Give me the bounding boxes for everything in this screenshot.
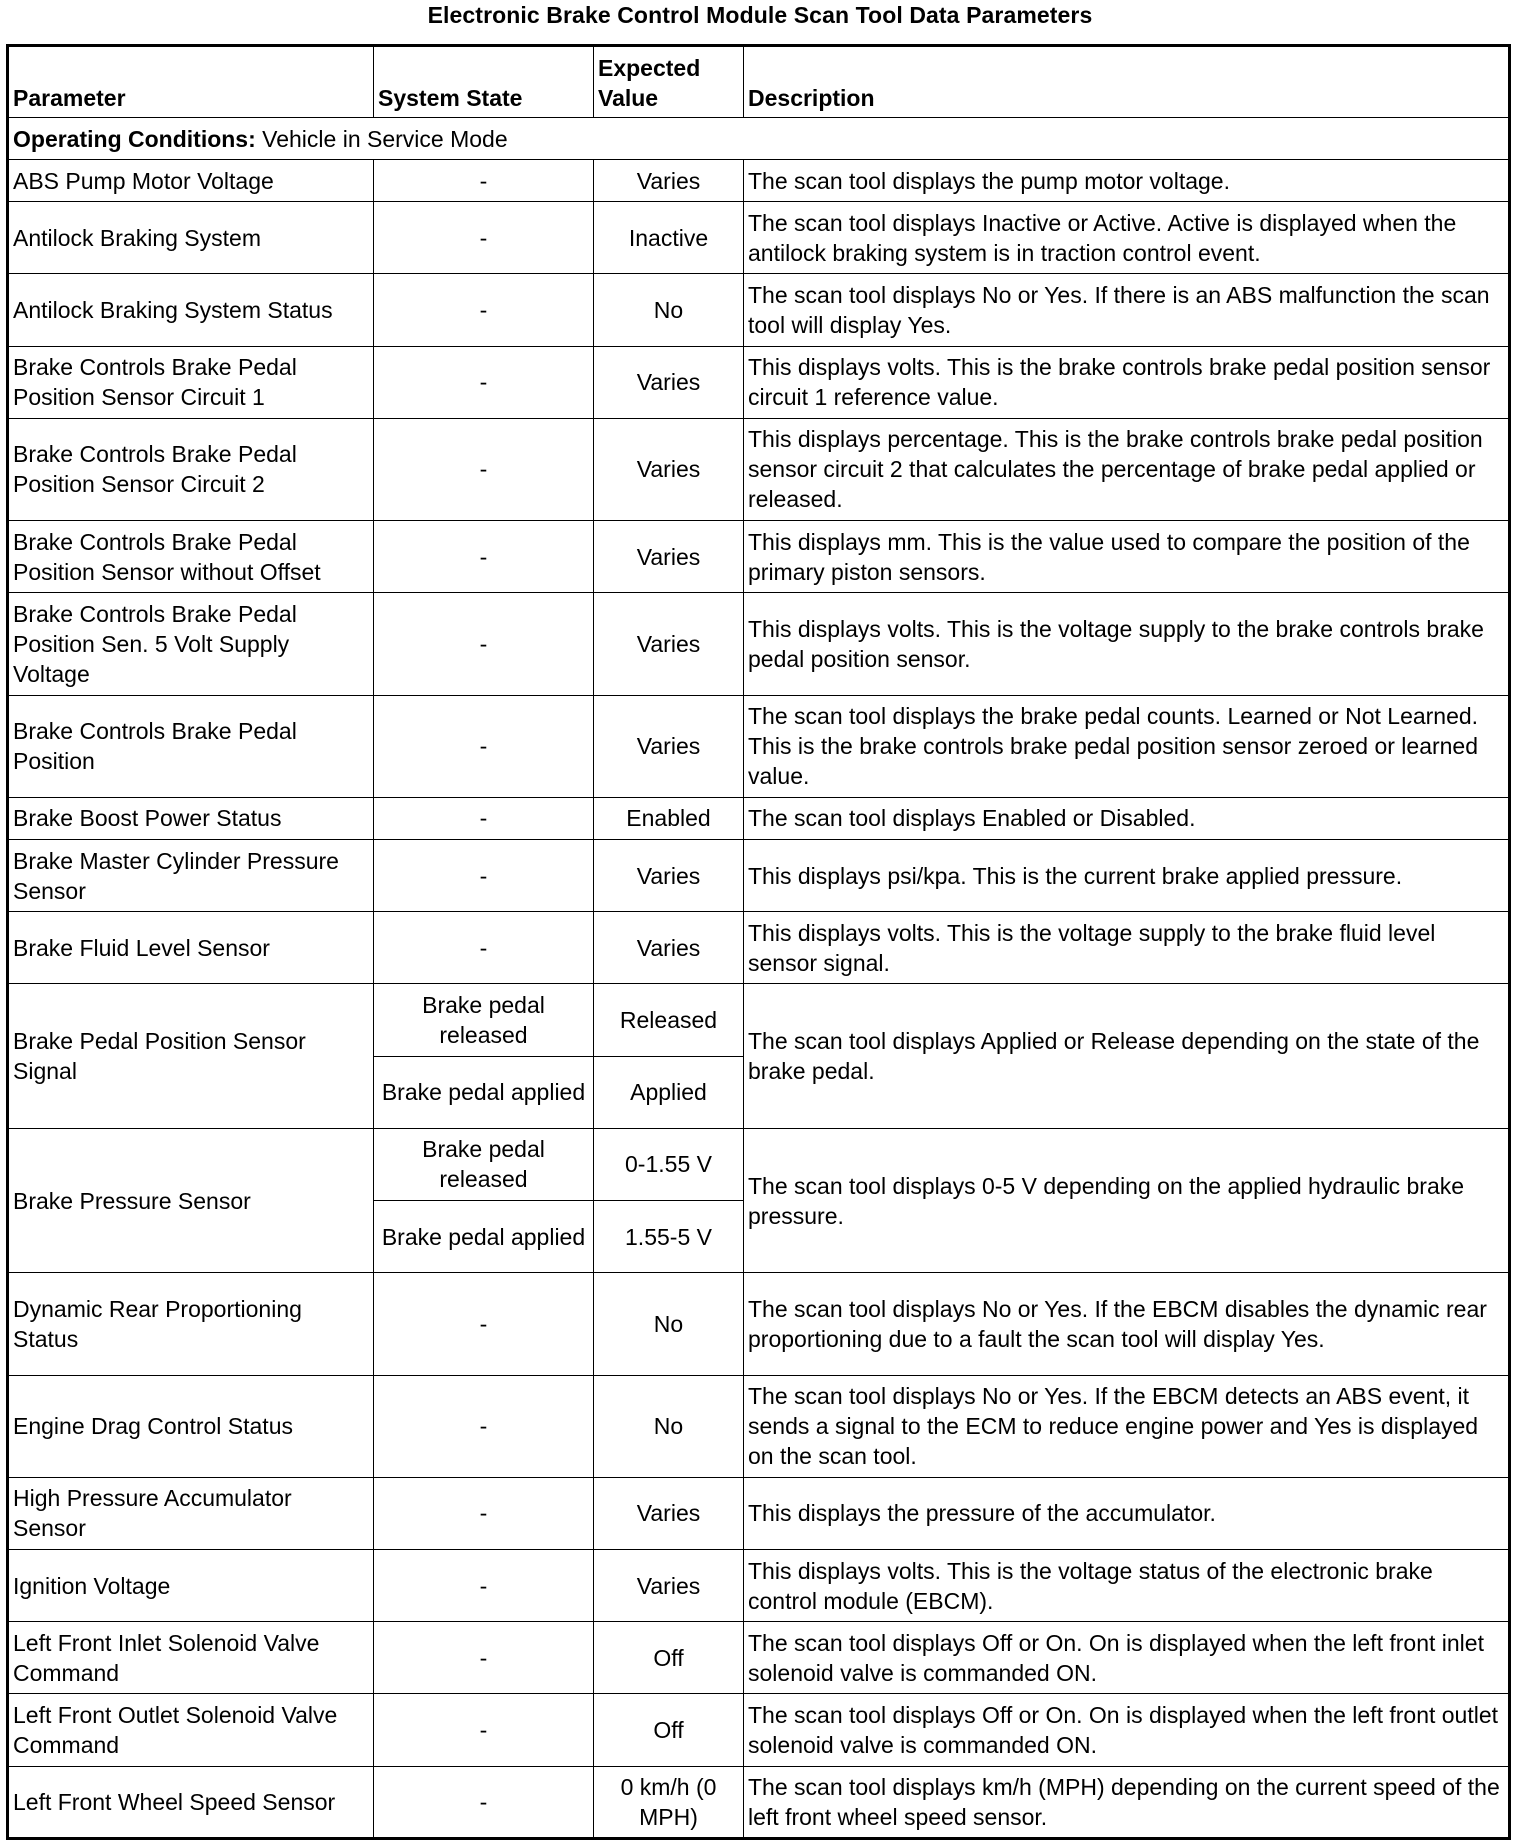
- table-row: [8, 1694, 1510, 1766]
- table-row: [8, 1622, 1510, 1694]
- header-parameter: Parameter: [8, 46, 374, 118]
- operating-conditions-row: [8, 118, 1510, 160]
- table-row: [8, 274, 1510, 346]
- expected-value-cell: Varies: [594, 521, 744, 593]
- parameter-cell: Brake Controls Brake Pedal Position Sensor Circuit 1: [8, 346, 374, 418]
- parameter-cell: Engine Drag Control Status: [8, 1375, 374, 1477]
- expected-value-cell: Varies: [594, 695, 744, 797]
- parameter-cell: Antilock Braking System: [8, 202, 374, 274]
- description-cell: The scan tool displays No or Yes. If the EBCM disables the dynamic rear proportioning due to a fault the scan tool will display Yes.: [744, 1273, 1510, 1375]
- operating-conditions-label: Operating Conditions:: [13, 125, 256, 152]
- parameter-cell: Brake Master Cylinder Pressure Sensor: [8, 840, 374, 912]
- expected-value-cell: Varies: [594, 912, 744, 984]
- system-state-cell: -: [374, 1273, 594, 1375]
- parameter-cell: Brake Boost Power Status: [8, 797, 374, 839]
- system-state-cell: -: [374, 521, 594, 593]
- description-cell: This displays volts. This is the brake controls brake pedal position sensor circuit 1 reference value.: [744, 346, 1510, 418]
- description-cell: This displays mm. This is the value used to compare the position of the primary piston sensors.: [744, 521, 1510, 593]
- table-row: [8, 1128, 1510, 1200]
- header-description: Description: [744, 46, 1510, 118]
- table-row: [8, 840, 1510, 912]
- expected-value-cell: 0-1.55 V: [594, 1128, 744, 1200]
- system-state-cell: -: [374, 840, 594, 912]
- parameter-cell: Dynamic Rear Proportioning Status: [8, 1273, 374, 1375]
- system-state-cell: -: [374, 1766, 594, 1838]
- description-cell: This displays volts. This is the voltage status of the electronic brake control module (EBCM).: [744, 1550, 1510, 1622]
- parameter-cell: Brake Controls Brake Pedal Position: [8, 695, 374, 797]
- expected-value-cell: Varies: [594, 1477, 744, 1549]
- header-system-state: System State: [374, 46, 594, 118]
- system-state-cell: -: [374, 593, 594, 695]
- expected-value-cell: Varies: [594, 418, 744, 520]
- description-cell: The scan tool displays 0-5 V depending on the applied hydraulic brake pressure.: [744, 1128, 1510, 1272]
- expected-value-cell: No: [594, 1375, 744, 1477]
- table-row: [8, 1477, 1510, 1549]
- description-cell: The scan tool displays Enabled or Disabled.: [744, 797, 1510, 839]
- expected-value-cell: Varies: [594, 1550, 744, 1622]
- description-cell: The scan tool displays Applied or Release depending on the state of the brake pedal.: [744, 984, 1510, 1128]
- parameter-cell: Brake Controls Brake Pedal Position Sensor Circuit 2: [8, 418, 374, 520]
- table-row: [8, 695, 1510, 797]
- parameter-cell: ABS Pump Motor Voltage: [8, 160, 374, 202]
- description-cell: This displays volts. This is the voltage supply to the brake fluid level sensor signal.: [744, 912, 1510, 984]
- description-cell: The scan tool displays No or Yes. If the EBCM detects an ABS event, it sends a signal to the ECM to reduce engine power and Yes is displayed on the scan tool.: [744, 1375, 1510, 1477]
- table-row: [8, 1273, 1510, 1375]
- scan-tool-parameters-table: [6, 44, 1511, 1840]
- table-row: [8, 797, 1510, 839]
- system-state-cell: -: [374, 1622, 594, 1694]
- expected-value-cell: Applied: [594, 1056, 744, 1128]
- table-row: [8, 1766, 1510, 1838]
- expected-value-cell: Varies: [594, 840, 744, 912]
- description-cell: The scan tool displays km/h (MPH) depending on the current speed of the left front wheel speed sensor.: [744, 1766, 1510, 1838]
- expected-value-cell: Off: [594, 1694, 744, 1766]
- table-row: [8, 346, 1510, 418]
- table-row: [8, 984, 1510, 1056]
- table-row: [8, 912, 1510, 984]
- header-expected-value: Expected Value: [594, 46, 744, 118]
- description-cell: The scan tool displays No or Yes. If there is an ABS malfunction the scan tool will display Yes.: [744, 274, 1510, 346]
- expected-value-cell: Varies: [594, 346, 744, 418]
- description-cell: This displays volts. This is the voltage supply to the brake controls brake pedal position sensor.: [744, 593, 1510, 695]
- table-row: [8, 418, 1510, 520]
- system-state-cell: -: [374, 418, 594, 520]
- description-cell: This displays psi/kpa. This is the current brake applied pressure.: [744, 840, 1510, 912]
- parameter-cell: Left Front Inlet Solenoid Valve Command: [8, 1622, 374, 1694]
- expected-value-cell: No: [594, 1273, 744, 1375]
- expected-value-cell: 0 km/h (0 MPH): [594, 1766, 744, 1838]
- parameter-cell: Brake Controls Brake Pedal Position Sen. 5 Volt Supply Voltage: [8, 593, 374, 695]
- system-state-cell: -: [374, 274, 594, 346]
- table-row: [8, 521, 1510, 593]
- system-state-cell: Brake pedal applied: [374, 1201, 594, 1273]
- system-state-cell: -: [374, 797, 594, 839]
- table-row: [8, 202, 1510, 274]
- table-row: [8, 160, 1510, 202]
- system-state-cell: -: [374, 346, 594, 418]
- system-state-cell: -: [374, 202, 594, 274]
- parameter-cell: Ignition Voltage: [8, 1550, 374, 1622]
- description-cell: This displays percentage. This is the brake controls brake pedal position sensor circuit 2 that calculates the percentage of brake pedal applied or released.: [744, 418, 1510, 520]
- table-row: [8, 1550, 1510, 1622]
- expected-value-cell: Varies: [594, 160, 744, 202]
- expected-value-cell: Varies: [594, 593, 744, 695]
- description-cell: The scan tool displays the pump motor voltage.: [744, 160, 1510, 202]
- system-state-cell: -: [374, 1550, 594, 1622]
- parameter-cell: Brake Pedal Position Sensor Signal: [8, 984, 374, 1128]
- parameter-cell: Brake Fluid Level Sensor: [8, 912, 374, 984]
- description-cell: This displays the pressure of the accumulator.: [744, 1477, 1510, 1549]
- expected-value-cell: Released: [594, 984, 744, 1056]
- expected-value-cell: No: [594, 274, 744, 346]
- description-cell: The scan tool displays the brake pedal counts. Learned or Not Learned. This is the brake controls brake pedal position sensor zeroed or learned value.: [744, 695, 1510, 797]
- description-cell: The scan tool displays Inactive or Active. Active is displayed when the antilock braking system is in traction control event.: [744, 202, 1510, 274]
- parameter-cell: Brake Controls Brake Pedal Position Sensor without Offset: [8, 521, 374, 593]
- table-row: [8, 593, 1510, 695]
- system-state-cell: -: [374, 1375, 594, 1477]
- expected-value-cell: Enabled: [594, 797, 744, 839]
- description-cell: The scan tool displays Off or On. On is displayed when the left front inlet solenoid valve is commanded ON.: [744, 1622, 1510, 1694]
- system-state-cell: Brake pedal applied: [374, 1056, 594, 1128]
- expected-value-cell: 1.55-5 V: [594, 1201, 744, 1273]
- system-state-cell: -: [374, 695, 594, 797]
- description-cell: The scan tool displays Off or On. On is displayed when the left front outlet solenoid valve is commanded ON.: [744, 1694, 1510, 1766]
- header-row: [8, 46, 1510, 118]
- table-row: [8, 1375, 1510, 1477]
- parameter-cell: High Pressure Accumulator Sensor: [8, 1477, 374, 1549]
- expected-value-cell: Inactive: [594, 202, 744, 274]
- system-state-cell: -: [374, 912, 594, 984]
- system-state-cell: -: [374, 1694, 594, 1766]
- system-state-cell: Brake pedal released: [374, 1128, 594, 1200]
- system-state-cell: -: [374, 1477, 594, 1549]
- system-state-cell: -: [374, 160, 594, 202]
- parameter-cell: Brake Pressure Sensor: [8, 1128, 374, 1272]
- document-title: Electronic Brake Control Module Scan Tool Data Parameters: [427, 2, 1093, 28]
- expected-value-cell: Off: [594, 1622, 744, 1694]
- parameter-cell: Left Front Outlet Solenoid Valve Command: [8, 1694, 374, 1766]
- operating-conditions-cell: [8, 118, 1510, 160]
- parameter-cell: Antilock Braking System Status: [8, 274, 374, 346]
- parameter-cell: Left Front Wheel Speed Sensor: [8, 1766, 374, 1838]
- system-state-cell: Brake pedal released: [374, 984, 594, 1056]
- operating-conditions-value: Vehicle in Service Mode: [255, 125, 508, 152]
